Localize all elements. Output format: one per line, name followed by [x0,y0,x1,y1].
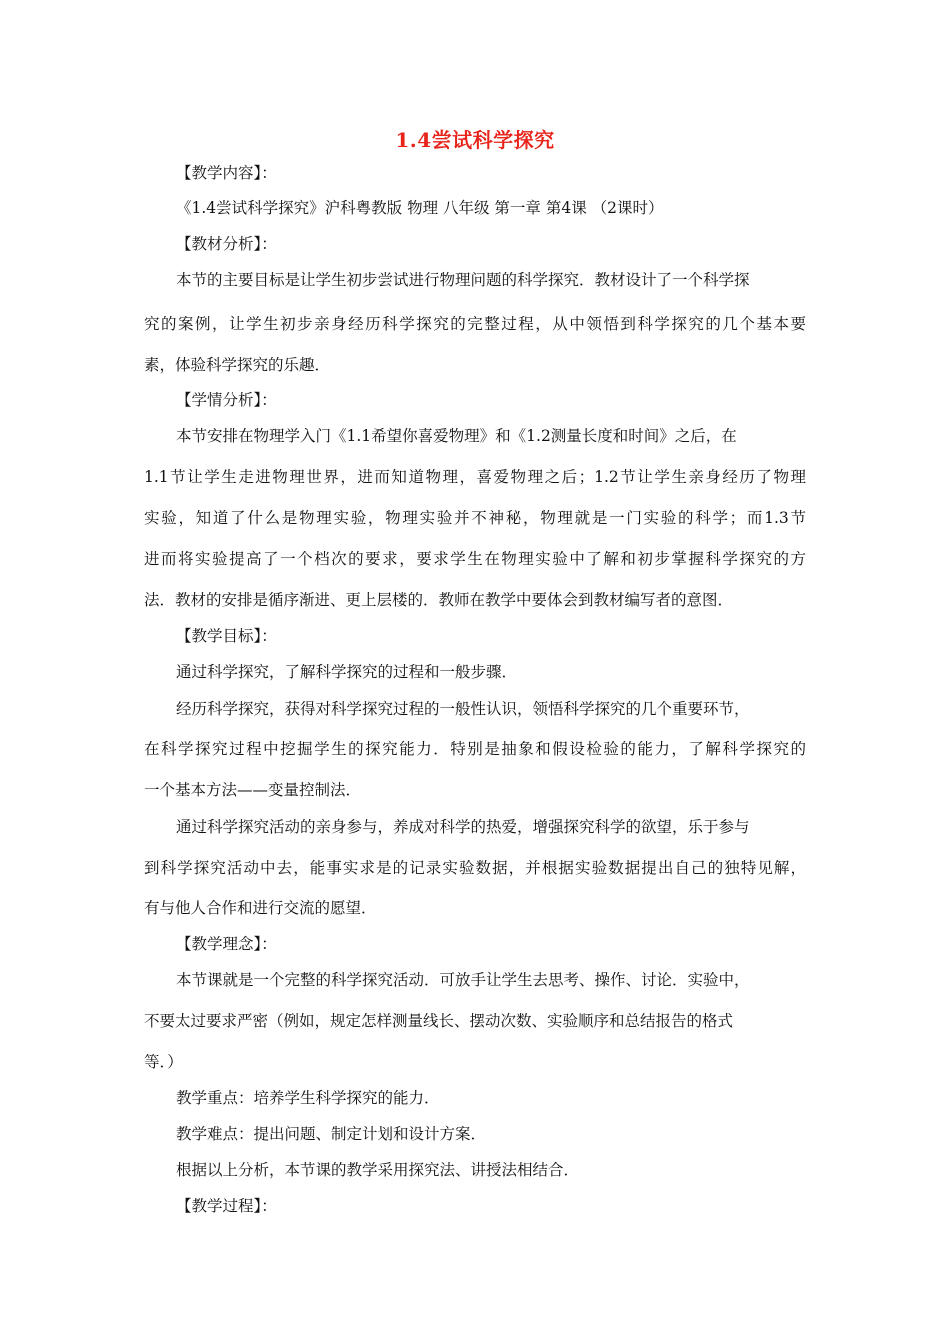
goals-p3-line-3: 有与他人合作和进行交流的愿望． [144,899,377,917]
heading-teaching-goals: 【教学目标】： [176,627,277,645]
heading-textbook-analysis: 【教材分析】： [176,235,277,253]
students-line-2: 1.1节让学生走进物理世界，进而知道物理，喜爱物理之后；1.2节让学生亲身经历了物理 [144,468,806,486]
students-line-5: 法．教材的安排是循序渐进、更上层楼的．教师在教学中要体会到教材编写者的意图． [144,591,734,609]
document-title: 1.4尝试科学探究 [395,128,555,152]
goals-p3-line-1: 通过科学探究活动的亲身参与，养成对科学的热爱，增强探究科学的欲望，乐于参与 [176,818,750,836]
textbook-line-3: 素，体验科学探究的乐趣． [144,356,331,374]
concept-line-3: 等．） [144,1053,183,1071]
students-line-4: 进而将实验提高了一个档次的要求，要求学生在物理实验中了解和初步掌握科学探究的方 [144,550,806,568]
concept-line-2: 不要太过要求严密（例如，规定怎样测量线长、摆动次数、实验顺序和总结报告的格式 [144,1012,734,1030]
concept-line-1: 本节课就是一个完整的科学探究活动．可放手让学生去思考、操作、讨论．实验中， [176,971,750,989]
students-line-3: 实验，知道了什么是物理实验，物理实验并不神秘，物理就是一门实验的科学；而1.3节 [144,509,806,527]
heading-teaching-concept: 【教学理念】： [176,935,277,953]
students-line-1: 本节安排在物理学入门《1.1希望你喜爱物理》和《1.2测量长度和时间》之后，在 [176,427,737,445]
key-point: 教学重点：培养学生科学探究的能力． [176,1089,440,1107]
heading-teaching-content: 【教学内容】： [176,164,277,182]
heading-student-analysis: 【学情分析】： [176,391,277,409]
goals-p2-line-1: 经历科学探究，获得对科学探究过程的一般性认识，领悟科学探究的几个重要环节， [176,700,750,718]
textbook-line-1: 本节的主要目标是让学生初步尝试进行物理问题的科学探究．教材设计了一个科学探 [176,271,750,289]
goals-p3-line-2: 到科学探究活动中去，能事实求是的记录实验数据，并根据实验数据提出自己的独特见解， [144,859,806,877]
goals-p1: 通过科学探究，了解科学探究的过程和一般步骤． [176,663,518,681]
goals-p2-line-3: 一个基本方法——变量控制法． [144,781,362,799]
teaching-method: 根据以上分析，本节课的教学采用探究法、讲授法相结合． [176,1161,580,1179]
content-line: 《1.4尝试科学探究》沪科粤教版 物理 八年级 第一章 第4课 （2课时） [176,199,664,217]
textbook-line-2: 究的案例，让学生初步亲身经历科学探究的完整过程，从中领悟到科学探究的几个基本要 [144,315,806,333]
heading-teaching-process: 【教学过程】： [176,1197,277,1215]
goals-p2-line-2: 在科学探究过程中挖掘学生的探究能力．特别是抽象和假设检验的能力，了解科学探究的 [144,740,806,758]
difficult-point: 教学难点：提出问题、制定计划和设计方案． [176,1125,487,1143]
